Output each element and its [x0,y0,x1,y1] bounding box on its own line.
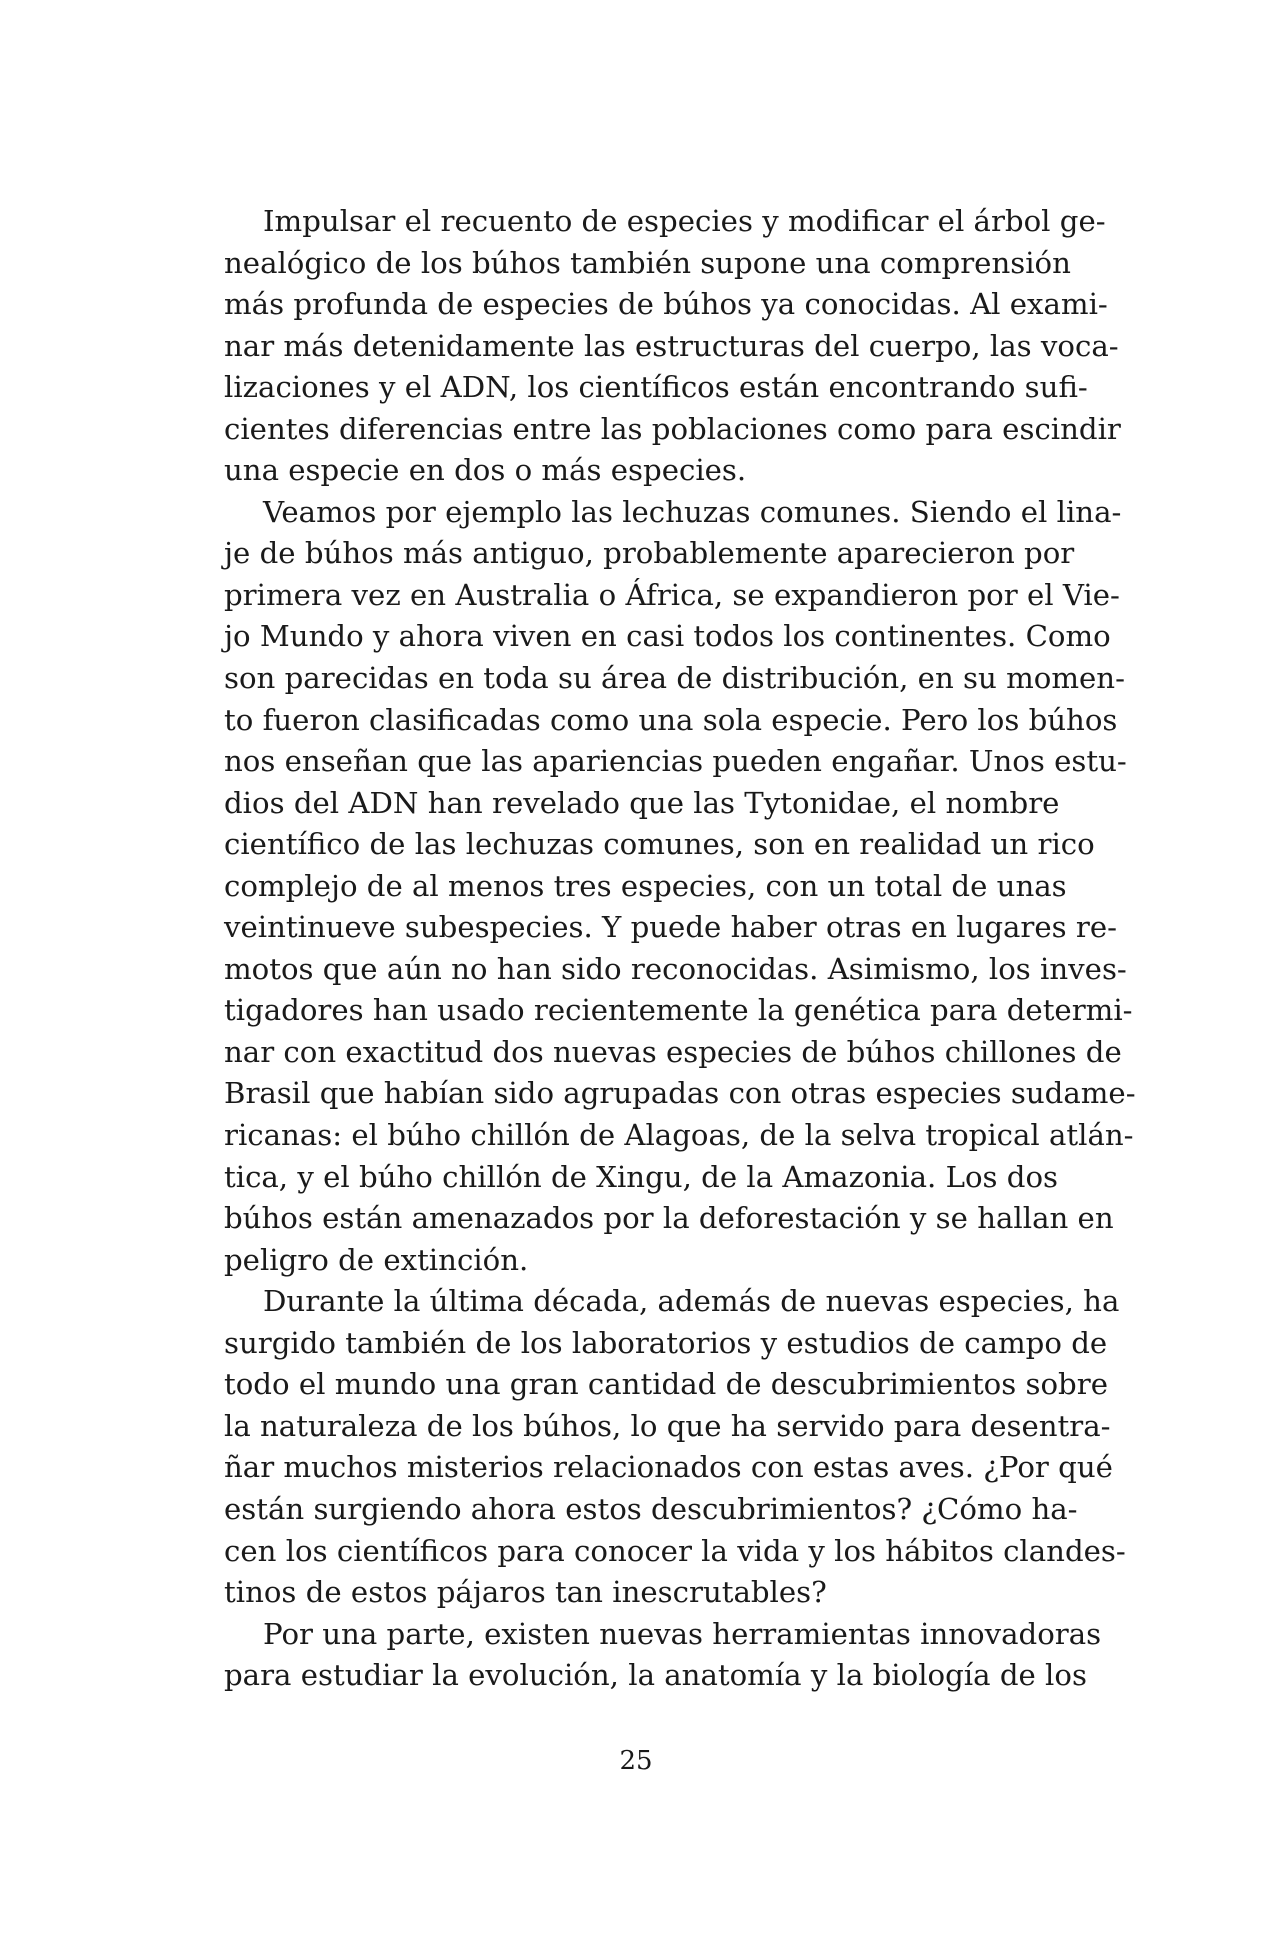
text-line: búhos están amenazados por la deforestación y se hallan en [224,1201,1114,1236]
text-line: tica, y el búho chillón de Xingu, de la Amazonia. Los dos [224,1159,1059,1194]
text-line: son parecidas en toda su área de distribución, en su momen- [224,661,1125,696]
text-line: nar con exactitud dos nuevas especies de búhos chillones de [224,1034,1122,1069]
text-line: están surgiendo ahora estos descubrimientos? ¿Cómo ha- [224,1491,1078,1526]
text-line: la naturaleza de los búhos, lo que ha servido para desentra- [224,1408,1111,1443]
text-line: Por una parte, existen nuevas herramientas innovadoras [263,1616,1102,1651]
text-line: dios del ADN han revelado que las Tytonidae, el nombre [224,785,1060,820]
text-line: tinos de estos pájaros tan inescrutables? [224,1575,827,1610]
text-line: ñar muchos misterios relacionados con estas aves. ¿Por qué [224,1450,1113,1485]
paragraph [224,1281,1126,1613]
text-line: una especie en dos o más especies. [224,453,747,488]
page-number: 25 [619,1746,653,1776]
text-line: veintinueve subespecies. Y puede haber otras en lugares re- [224,910,1117,945]
text-line: nos enseñan que las apariencias pueden engañar. Unos estu- [224,744,1127,779]
text-line: primera vez en Australia o África, se expandieron por el Vie- [224,577,1120,612]
text-line: jo Mundo y ahora viven en casi todos los continentes. Como [224,619,1111,654]
text-line: Durante la última década, además de nuevas especies, ha [263,1284,1120,1319]
text-line: todo el mundo una gran cantidad de descubrimientos sobre [224,1367,1108,1402]
text-line: lizaciones y el ADN, los científicos están encontrando sufi- [224,370,1088,405]
paragraph [224,1614,1102,1697]
text-line: tigadores han usado recientemente la genética para determi- [224,993,1133,1028]
text-line: surgido también de los laboratorios y estudios de campo de [224,1325,1108,1360]
text-line: Veamos por ejemplo las lechuzas comunes. Siendo el lina- [263,494,1122,529]
text-line: nealógico de los búhos también supone una comprensión [224,245,1071,280]
text-line: motos que aún no han sido reconocidas. Asimismo, los inves- [224,951,1127,986]
text-line: para estudiar la evolución, la anatomía y la biología de los [224,1658,1087,1693]
paragraph [224,492,1136,1281]
text-line: je de búhos más antiguo, probablemente aparecieron por [224,536,1075,571]
text-line: Impulsar el recuento de especies y modificar el árbol ge- [263,204,1106,238]
text-line: Brasil que habían sido agrupadas con otras especies sudame- [224,1076,1136,1111]
text-line: cen los científicos para conocer la vida y los hábitos clandes- [224,1533,1126,1568]
text-line: nar más detenidamente las estructuras del cuerpo, las voca- [224,328,1119,363]
text-line: complejo de al menos tres especies, con un total de unas [224,868,1067,903]
text-line: to fueron clasificadas como una sola especie. Pero los búhos [224,702,1118,737]
text-line: científico de las lechuzas comunes, son en realidad un rico [224,827,1095,862]
paragraph [224,201,1121,492]
text-line: ricanas: el búho chillón de Alagoas, de la selva tropical atlán- [224,1118,1134,1153]
body-text [224,201,1136,1697]
text-line: cientes diferencias entre las poblaciones como para escindir [224,411,1121,446]
text-line: más profunda de especies de búhos ya conocidas. Al exami- [224,287,1108,322]
text-line: peligro de extinción. [224,1242,529,1277]
